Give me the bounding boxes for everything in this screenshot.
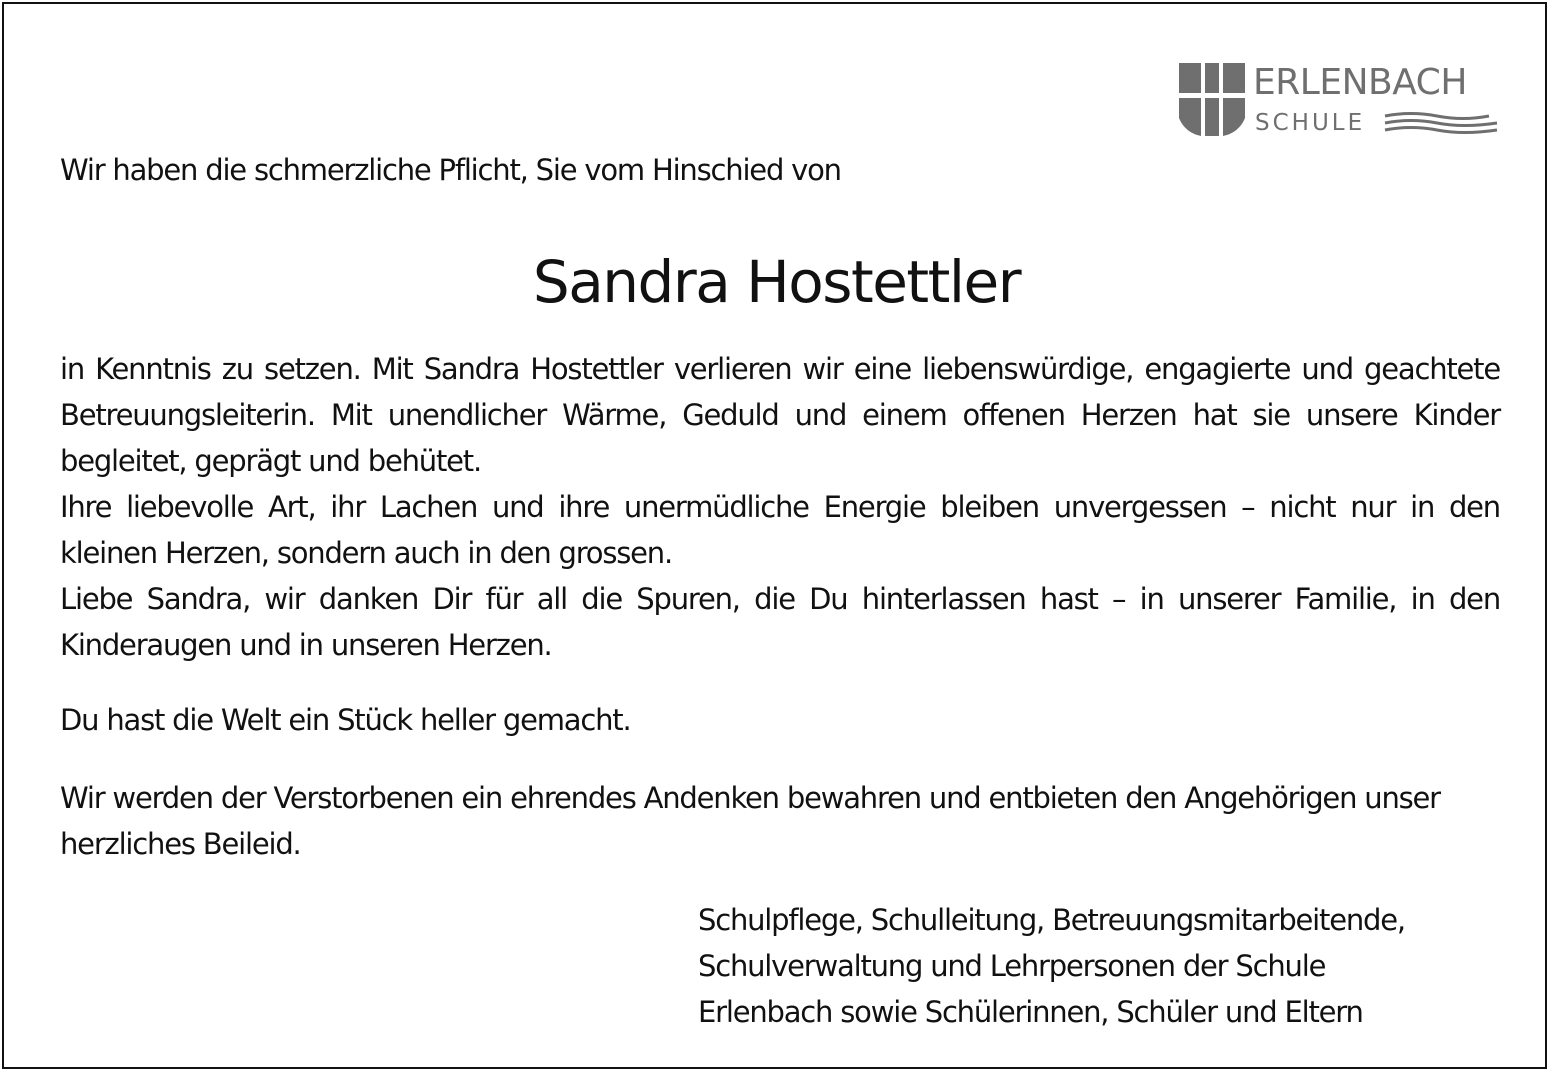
obituary-notice: [2, 2, 1547, 1069]
signature-block: [698, 897, 1498, 1035]
signature-line: Schulverwaltung und Lehrpersonen der Schule: [698, 949, 1326, 983]
school-logo: [1179, 60, 1501, 138]
tribute-paragraph: Ihre liebevolle Art, ihr Lachen und ihre unermüdliche Energie bleiben unvergessen – nicht nur in den kleinen Herzen, sondern auch in den grossen.: [60, 490, 1500, 570]
deceased-name: Sandra Hostettler: [532, 248, 1021, 316]
logo-subtitle: SCHULE: [1255, 110, 1366, 136]
wave-lines: [1385, 114, 1497, 133]
tribute-paragraph: Liebe Sandra, wir danken Dir für all die Spuren, die Du hinterlassen hast – in unserer Familie, in den Kinderaugen und in unseren Herzen.: [60, 582, 1500, 662]
signature-line: Schulpflege, Schulleitung, Betreuungsmitarbeitende,: [698, 903, 1405, 937]
signature-line: Erlenbach sowie Schülerinnen, Schüler und Eltern: [698, 995, 1363, 1029]
logo-graphic: [1179, 60, 1501, 138]
intro-text: Wir haben die schmerzliche Pflicht, Sie vom Hinschied von: [60, 153, 841, 187]
tribute-paragraph: in Kenntnis zu setzen. Mit Sandra Hostettler verlieren wir eine liebenswürdige, engagierte und geachtete Betreuungsleiterin. Mit unendlicher Wärme, Geduld und einem offenen Herzen hat sie unsere Kinder begleitet, geprägt und behütet.: [60, 352, 1500, 478]
tribute-text: [60, 346, 1500, 668]
shield-cross-icon: [1179, 63, 1245, 136]
logo-name: ERLENBACH: [1253, 62, 1467, 103]
condolence-text: Wir werden der Verstorbenen ein ehrendes Andenken bewahren und entbieten den Angehörigen unser herzliches Beileid.: [60, 781, 1440, 861]
closing-line: Du hast die Welt ein Stück heller gemacht.: [60, 703, 631, 737]
